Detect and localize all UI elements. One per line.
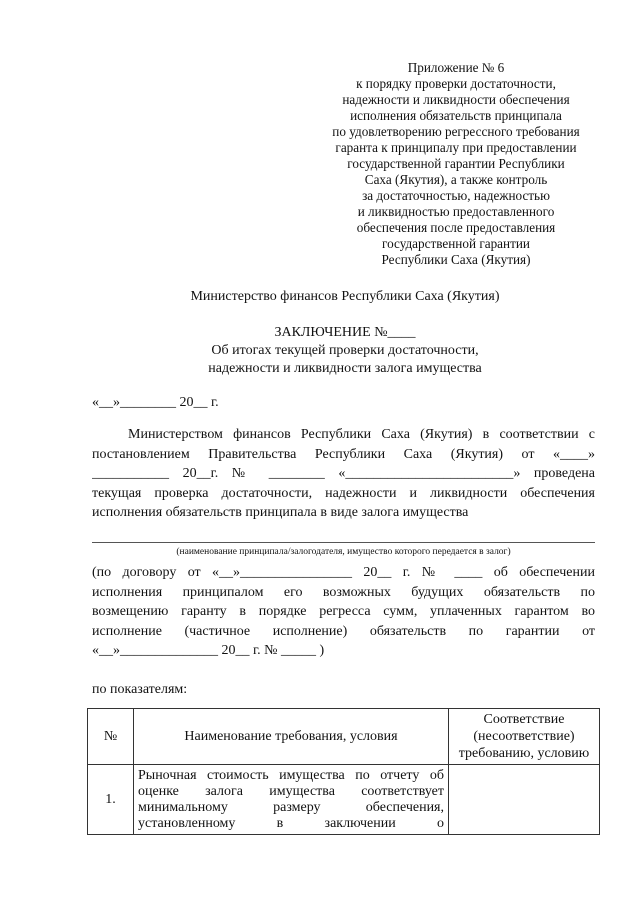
appendix-line: к порядку проверки достаточности, — [356, 76, 556, 91]
appendix-line: надежности и ликвидности обеспечения — [342, 92, 570, 107]
intro-paragraph — [92, 425, 595, 523]
intro-line: исполнения обязательств принципала в виде залога имущества — [92, 505, 469, 520]
appendix-line: государственной гарантии — [382, 236, 530, 251]
row-name-line: оценке залога имущества соответствует — [138, 783, 444, 799]
row-name — [134, 765, 449, 835]
intro-line: Министерством финансов Республики Саха (Якутия) в соответствии с — [128, 427, 595, 442]
header-num: № — [88, 709, 134, 765]
appendix-line: за достаточностью, надежностью — [362, 188, 550, 203]
requirements-table — [87, 708, 600, 835]
blank-line — [92, 542, 595, 543]
appendix-line: Приложение № 6 — [407, 60, 505, 75]
intro-line: ___________ 20__г. № ________ «________________________» проведена — [92, 466, 595, 481]
appendix-header — [318, 60, 594, 268]
appendix-line: по удовлетворению регрессного требования — [332, 124, 580, 139]
row-name-line: минимальному размеру обеспечения, — [138, 799, 444, 815]
header-match — [449, 709, 600, 765]
contract-line: исполнение (частичное исполнение) обязательств по гарантии от — [92, 623, 595, 639]
table-header-row — [88, 709, 600, 765]
intro-line: текущая проверка достаточности, надежности и ликвидности обеспечения — [92, 485, 595, 501]
contract-line: «__»______________ 20__ г. № _____ ) — [92, 643, 325, 658]
contract-line: возмещению гаранту в порядке регресса сумм, уплаченных гарантом во — [92, 604, 595, 619]
appendix-line: исполнения обязательств принципала — [350, 108, 562, 123]
row-match — [449, 765, 600, 835]
header-match-line: требованию, условию — [458, 746, 590, 761]
title-line: ЗАКЛЮЧЕНИЕ №____ — [274, 325, 416, 340]
appendix-line: и ликвидностью предоставленного — [357, 204, 555, 219]
title-line: надежности и ликвидности залога имущества — [208, 361, 482, 376]
row-num: 1. — [88, 765, 134, 835]
appendix-line: государственной гарантии Республики — [347, 156, 565, 171]
date-line: «__»________ 20__ г. — [92, 395, 219, 410]
contract-line: исполнения принципалом его возможных будущих обязательств по — [92, 584, 595, 600]
document-title — [0, 324, 640, 378]
indicators-label: по показателям: — [92, 682, 188, 697]
ministry-name: Министерство финансов Республики Саха (Якутия) — [190, 289, 500, 304]
appendix-line: обеспечения после предоставления — [356, 220, 556, 235]
appendix-line: Республики Саха (Якутия) — [381, 252, 531, 267]
appendix-line: гаранта к принципалу при предоставлении — [335, 140, 577, 155]
table-row — [88, 765, 600, 835]
contract-line: (по договору от «__»________________ 20__ г. № ____ об обеспечении — [92, 565, 595, 580]
row-name-line: Рыночная стоимость имущества по отчету об — [138, 767, 444, 783]
contract-paragraph — [92, 563, 595, 661]
header-match-line: Соответствие — [483, 712, 565, 727]
header-name: Наименование требования, условия — [134, 709, 449, 765]
blank-note: (наименование принципала/залогодателя, имущество которого передается в залог) — [176, 547, 511, 557]
row-name-line: установленному в заключении о — [138, 815, 444, 831]
intro-line: постановлением Правительства Республики Саха (Якутия) от «____» — [92, 446, 595, 462]
header-match-line: (несоответствие) — [473, 729, 575, 744]
appendix-line: Саха (Якутия), а также контроль — [364, 172, 548, 187]
title-line: Об итогах текущей проверки достаточности, — [211, 343, 479, 358]
